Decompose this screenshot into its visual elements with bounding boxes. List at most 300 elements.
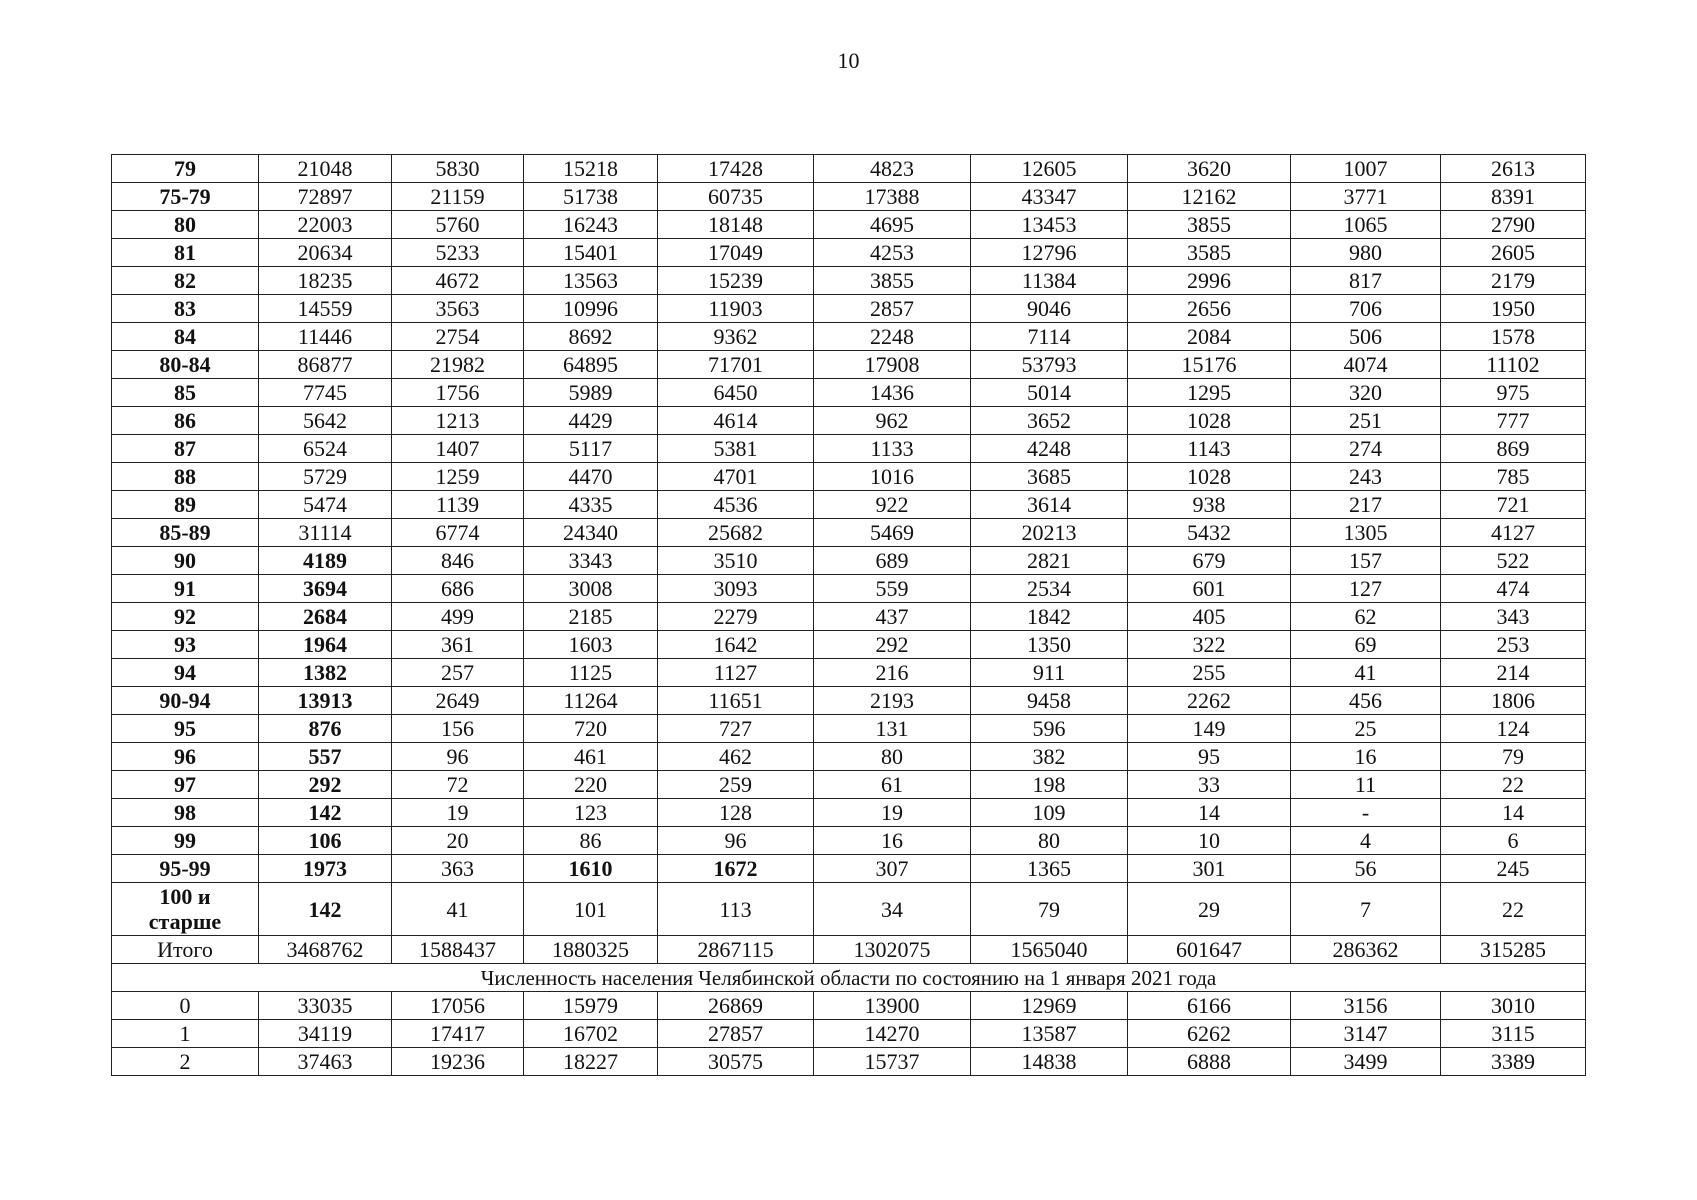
age-cell: 90 <box>112 547 259 575</box>
value-cell: 8391 <box>1441 183 1586 211</box>
value-cell: 96 <box>392 743 524 771</box>
value-cell: 6166 <box>1128 992 1291 1020</box>
value-cell: 361 <box>392 631 524 659</box>
table-row <box>112 743 1586 771</box>
value-cell: 17428 <box>658 155 814 183</box>
value-cell: 3563 <box>392 295 524 323</box>
value-cell: 17049 <box>658 239 814 267</box>
table-row <box>112 155 1586 183</box>
value-cell: 3468762 <box>259 936 392 964</box>
value-cell: 2649 <box>392 687 524 715</box>
value-cell: 1603 <box>524 631 658 659</box>
value-cell: 2534 <box>971 575 1128 603</box>
table-row <box>112 992 1586 1020</box>
value-cell: 245 <box>1441 855 1586 883</box>
value-cell: 1973 <box>259 855 392 883</box>
age-cell: 90-94 <box>112 687 259 715</box>
value-cell: 253 <box>1441 631 1586 659</box>
table-row <box>112 631 1586 659</box>
value-cell: 3093 <box>658 575 814 603</box>
value-cell: 405 <box>1128 603 1291 631</box>
value-cell: 2193 <box>814 687 971 715</box>
value-cell: 9046 <box>971 295 1128 323</box>
value-cell: 6524 <box>259 435 392 463</box>
value-cell: 2996 <box>1128 267 1291 295</box>
value-cell: 20634 <box>259 239 392 267</box>
value-cell: 1578 <box>1441 323 1586 351</box>
value-cell: 1565040 <box>971 936 1128 964</box>
age-cell: 99 <box>112 827 259 855</box>
age-cell: 79 <box>112 155 259 183</box>
value-cell: 1407 <box>392 435 524 463</box>
age-cell: 94 <box>112 659 259 687</box>
value-cell: 3115 <box>1441 1020 1586 1048</box>
value-cell: 3389 <box>1441 1048 1586 1076</box>
value-cell: 10 <box>1128 827 1291 855</box>
table-row <box>112 687 1586 715</box>
value-cell: 11102 <box>1441 351 1586 379</box>
value-cell: 3855 <box>814 267 971 295</box>
value-cell: 1007 <box>1291 155 1441 183</box>
value-cell: 214 <box>1441 659 1586 687</box>
value-cell: 17388 <box>814 183 971 211</box>
value-cell: 2185 <box>524 603 658 631</box>
table-row <box>112 883 1586 936</box>
value-cell: 2684 <box>259 603 392 631</box>
age-cell: 81 <box>112 239 259 267</box>
value-cell: 15401 <box>524 239 658 267</box>
value-cell: 33 <box>1128 771 1291 799</box>
value-cell: 6262 <box>1128 1020 1291 1048</box>
value-cell: 320 <box>1291 379 1441 407</box>
value-cell: 79 <box>1441 743 1586 771</box>
value-cell: 557 <box>259 743 392 771</box>
value-cell: 7745 <box>259 379 392 407</box>
value-cell: 16 <box>814 827 971 855</box>
value-cell: 53793 <box>971 351 1128 379</box>
value-cell: 34 <box>814 883 971 936</box>
value-cell: 216 <box>814 659 971 687</box>
value-cell: 720 <box>524 715 658 743</box>
value-cell: 1305 <box>1291 519 1441 547</box>
age-cell: 82 <box>112 267 259 295</box>
value-cell: 1028 <box>1128 407 1291 435</box>
age-cell: 75-79 <box>112 183 259 211</box>
value-cell: 3652 <box>971 407 1128 435</box>
age-cell: 80 <box>112 211 259 239</box>
value-cell: 911 <box>971 659 1128 687</box>
value-cell: 10996 <box>524 295 658 323</box>
value-cell: 3147 <box>1291 1020 1441 1048</box>
table-row <box>112 659 1586 687</box>
value-cell: 20213 <box>971 519 1128 547</box>
value-cell: 31114 <box>259 519 392 547</box>
value-cell: 127 <box>1291 575 1441 603</box>
age-cell: 88 <box>112 463 259 491</box>
value-cell: 6888 <box>1128 1048 1291 1076</box>
value-cell: 251 <box>1291 407 1441 435</box>
value-cell: 727 <box>658 715 814 743</box>
value-cell: 198 <box>971 771 1128 799</box>
value-cell: 1642 <box>658 631 814 659</box>
value-cell: 1365 <box>971 855 1128 883</box>
value-cell: 259 <box>658 771 814 799</box>
value-cell: 686 <box>392 575 524 603</box>
value-cell: 7 <box>1291 883 1441 936</box>
value-cell: 123 <box>524 799 658 827</box>
section-header-row <box>112 964 1586 992</box>
value-cell: 343 <box>1441 603 1586 631</box>
value-cell: 4127 <box>1441 519 1586 547</box>
value-cell: 14838 <box>971 1048 1128 1076</box>
value-cell: 4823 <box>814 155 971 183</box>
value-cell: 4695 <box>814 211 971 239</box>
value-cell: 18227 <box>524 1048 658 1076</box>
value-cell: 3156 <box>1291 992 1441 1020</box>
value-cell: 64895 <box>524 351 658 379</box>
value-cell: 1806 <box>1441 687 1586 715</box>
value-cell: 980 <box>1291 239 1441 267</box>
value-cell: 2084 <box>1128 323 1291 351</box>
value-cell: 4335 <box>524 491 658 519</box>
value-cell: 474 <box>1441 575 1586 603</box>
value-cell: 817 <box>1291 267 1441 295</box>
value-cell: 2656 <box>1128 295 1291 323</box>
value-cell: 1133 <box>814 435 971 463</box>
value-cell: 286362 <box>1291 936 1441 964</box>
value-cell: 5432 <box>1128 519 1291 547</box>
value-cell: 292 <box>814 631 971 659</box>
value-cell: 72 <box>392 771 524 799</box>
value-cell: 869 <box>1441 435 1586 463</box>
value-cell: 2248 <box>814 323 971 351</box>
value-cell: 596 <box>971 715 1128 743</box>
value-cell: 5989 <box>524 379 658 407</box>
table-row <box>112 295 1586 323</box>
value-cell: 1065 <box>1291 211 1441 239</box>
value-cell: 522 <box>1441 547 1586 575</box>
value-cell: 4470 <box>524 463 658 491</box>
value-cell: 601647 <box>1128 936 1291 964</box>
value-cell: 2867115 <box>658 936 814 964</box>
value-cell: 1127 <box>658 659 814 687</box>
age-cell: 86 <box>112 407 259 435</box>
value-cell: 22 <box>1441 771 1586 799</box>
value-cell: 11264 <box>524 687 658 715</box>
value-cell: 19236 <box>392 1048 524 1076</box>
value-cell: 18235 <box>259 267 392 295</box>
value-cell: 9362 <box>658 323 814 351</box>
value-cell: 220 <box>524 771 658 799</box>
table-row <box>112 183 1586 211</box>
value-cell: 5381 <box>658 435 814 463</box>
value-cell: 846 <box>392 547 524 575</box>
value-cell: 71701 <box>658 351 814 379</box>
value-cell: 15239 <box>658 267 814 295</box>
value-cell: 217 <box>1291 491 1441 519</box>
value-cell: 3855 <box>1128 211 1291 239</box>
value-cell: 5014 <box>971 379 1128 407</box>
page-number: 10 <box>837 48 860 73</box>
value-cell: 4 <box>1291 827 1441 855</box>
age-cell: 91 <box>112 575 259 603</box>
value-cell: 21982 <box>392 351 524 379</box>
value-cell: 922 <box>814 491 971 519</box>
value-cell: 128 <box>658 799 814 827</box>
value-cell: 16702 <box>524 1020 658 1048</box>
value-cell: 706 <box>1291 295 1441 323</box>
table-row <box>112 267 1586 295</box>
table-row <box>112 351 1586 379</box>
value-cell: 1382 <box>259 659 392 687</box>
value-cell: 322 <box>1128 631 1291 659</box>
value-cell: 21159 <box>392 183 524 211</box>
value-cell: 37463 <box>259 1048 392 1076</box>
value-cell: 1436 <box>814 379 971 407</box>
value-cell: 315285 <box>1441 936 1586 964</box>
value-cell: 4614 <box>658 407 814 435</box>
value-cell: 106 <box>259 827 392 855</box>
value-cell: 109 <box>971 799 1128 827</box>
value-cell: 1588437 <box>392 936 524 964</box>
value-cell: 61 <box>814 771 971 799</box>
value-cell: 142 <box>259 883 392 936</box>
value-cell: 6450 <box>658 379 814 407</box>
value-cell: 785 <box>1441 463 1586 491</box>
value-cell: 1028 <box>1128 463 1291 491</box>
value-cell: 2857 <box>814 295 971 323</box>
value-cell: 1672 <box>658 855 814 883</box>
value-cell: 56 <box>1291 855 1441 883</box>
value-cell: 4248 <box>971 435 1128 463</box>
value-cell: 6 <box>1441 827 1586 855</box>
value-cell: 1139 <box>392 491 524 519</box>
value-cell: 12162 <box>1128 183 1291 211</box>
value-cell: 5233 <box>392 239 524 267</box>
value-cell: 2179 <box>1441 267 1586 295</box>
value-cell: 13913 <box>259 687 392 715</box>
value-cell: 26869 <box>658 992 814 1020</box>
value-cell: 601 <box>1128 575 1291 603</box>
value-cell: 1842 <box>971 603 1128 631</box>
value-cell: 96 <box>658 827 814 855</box>
value-cell: 27857 <box>658 1020 814 1048</box>
value-cell: 12969 <box>971 992 1128 1020</box>
value-cell: 3614 <box>971 491 1128 519</box>
value-cell: 777 <box>1441 407 1586 435</box>
value-cell: 1143 <box>1128 435 1291 463</box>
value-cell: 559 <box>814 575 971 603</box>
age-cell: 87 <box>112 435 259 463</box>
value-cell: 124 <box>1441 715 1586 743</box>
value-cell: 11651 <box>658 687 814 715</box>
value-cell: 382 <box>971 743 1128 771</box>
table-row <box>112 463 1586 491</box>
value-cell: 16 <box>1291 743 1441 771</box>
value-cell: 7114 <box>971 323 1128 351</box>
value-cell: 2279 <box>658 603 814 631</box>
value-cell: 16243 <box>524 211 658 239</box>
table-row <box>112 603 1586 631</box>
value-cell: 18148 <box>658 211 814 239</box>
value-cell: 29 <box>1128 883 1291 936</box>
value-cell: 1213 <box>392 407 524 435</box>
value-cell: 3008 <box>524 575 658 603</box>
value-cell: 689 <box>814 547 971 575</box>
value-cell: 437 <box>814 603 971 631</box>
value-cell: 5830 <box>392 155 524 183</box>
section-header-body <box>112 964 1586 992</box>
value-cell: 2262 <box>1128 687 1291 715</box>
value-cell: 15218 <box>524 155 658 183</box>
value-cell: 51738 <box>524 183 658 211</box>
value-cell: 41 <box>392 883 524 936</box>
value-cell: 8692 <box>524 323 658 351</box>
age-cell: 97 <box>112 771 259 799</box>
value-cell: 4672 <box>392 267 524 295</box>
value-cell: 14 <box>1128 799 1291 827</box>
value-cell: 15176 <box>1128 351 1291 379</box>
value-cell: 3694 <box>259 575 392 603</box>
value-cell: 1950 <box>1441 295 1586 323</box>
value-cell: 2790 <box>1441 211 1586 239</box>
table-row <box>112 547 1586 575</box>
table-row <box>112 575 1586 603</box>
value-cell: 24340 <box>524 519 658 547</box>
age-cell: 1 <box>112 1020 259 1048</box>
table-row <box>112 1020 1586 1048</box>
table-row <box>112 435 1586 463</box>
value-cell: 15737 <box>814 1048 971 1076</box>
value-cell: 11903 <box>658 295 814 323</box>
value-cell: 1295 <box>1128 379 1291 407</box>
value-cell: 13453 <box>971 211 1128 239</box>
value-cell: 301 <box>1128 855 1291 883</box>
value-cell: 86877 <box>259 351 392 379</box>
value-cell: 80 <box>814 743 971 771</box>
value-cell: 274 <box>1291 435 1441 463</box>
value-cell: 3685 <box>971 463 1128 491</box>
value-cell: 142 <box>259 799 392 827</box>
value-cell: 12796 <box>971 239 1128 267</box>
population-table-container <box>111 154 1585 1076</box>
value-cell: 13587 <box>971 1020 1128 1048</box>
value-cell: 243 <box>1291 463 1441 491</box>
value-cell: 12605 <box>971 155 1128 183</box>
value-cell: 3343 <box>524 547 658 575</box>
age-cell: 85-89 <box>112 519 259 547</box>
table-row <box>112 239 1586 267</box>
value-cell: 461 <box>524 743 658 771</box>
value-cell: 2605 <box>1441 239 1586 267</box>
value-cell: 1610 <box>524 855 658 883</box>
age-cell: Итого <box>112 936 259 964</box>
value-cell: 4074 <box>1291 351 1441 379</box>
value-cell: 19 <box>392 799 524 827</box>
value-cell: 69 <box>1291 631 1441 659</box>
value-cell: 257 <box>392 659 524 687</box>
value-cell: 3010 <box>1441 992 1586 1020</box>
value-cell: - <box>1291 799 1441 827</box>
value-cell: 13563 <box>524 267 658 295</box>
value-cell: 499 <box>392 603 524 631</box>
value-cell: 157 <box>1291 547 1441 575</box>
value-cell: 11446 <box>259 323 392 351</box>
value-cell: 25682 <box>658 519 814 547</box>
value-cell: 3499 <box>1291 1048 1441 1076</box>
value-cell: 33035 <box>259 992 392 1020</box>
age-cell: 95 <box>112 715 259 743</box>
value-cell: 3771 <box>1291 183 1441 211</box>
value-cell: 101 <box>524 883 658 936</box>
table-row <box>112 519 1586 547</box>
value-cell: 34119 <box>259 1020 392 1048</box>
value-cell: 255 <box>1128 659 1291 687</box>
table-row <box>112 771 1586 799</box>
age-cell: 95-99 <box>112 855 259 883</box>
age-cell: 89 <box>112 491 259 519</box>
value-cell: 1302075 <box>814 936 971 964</box>
section-title: Численность населения Челябинской области по состоянию на 1 января 2021 года <box>112 964 1586 992</box>
value-cell: 1964 <box>259 631 392 659</box>
value-cell: 149 <box>1128 715 1291 743</box>
value-cell: 1880325 <box>524 936 658 964</box>
table-row <box>112 855 1586 883</box>
value-cell: 22 <box>1441 883 1586 936</box>
value-cell: 876 <box>259 715 392 743</box>
value-cell: 5474 <box>259 491 392 519</box>
population-table <box>111 154 1586 1076</box>
age-cell: 0 <box>112 992 259 1020</box>
table-row <box>112 715 1586 743</box>
value-cell: 30575 <box>658 1048 814 1076</box>
value-cell: 721 <box>1441 491 1586 519</box>
value-cell: 975 <box>1441 379 1586 407</box>
value-cell: 3620 <box>1128 155 1291 183</box>
value-cell: 79 <box>971 883 1128 936</box>
table-row <box>112 379 1586 407</box>
age-cell: 100 и старше <box>112 883 259 936</box>
age-cell: 92 <box>112 603 259 631</box>
value-cell: 938 <box>1128 491 1291 519</box>
value-cell: 2754 <box>392 323 524 351</box>
value-cell: 1350 <box>971 631 1128 659</box>
value-cell: 11 <box>1291 771 1441 799</box>
value-cell: 292 <box>259 771 392 799</box>
value-cell: 4701 <box>658 463 814 491</box>
value-cell: 60735 <box>658 183 814 211</box>
value-cell: 14270 <box>814 1020 971 1048</box>
table-body-2020 <box>112 155 1586 964</box>
value-cell: 131 <box>814 715 971 743</box>
value-cell: 3585 <box>1128 239 1291 267</box>
value-cell: 13900 <box>814 992 971 1020</box>
age-cell: 83 <box>112 295 259 323</box>
value-cell: 1016 <box>814 463 971 491</box>
value-cell: 4189 <box>259 547 392 575</box>
age-cell: 98 <box>112 799 259 827</box>
age-cell: 96 <box>112 743 259 771</box>
value-cell: 5729 <box>259 463 392 491</box>
value-cell: 3510 <box>658 547 814 575</box>
value-cell: 5117 <box>524 435 658 463</box>
table-row <box>112 936 1586 964</box>
value-cell: 95 <box>1128 743 1291 771</box>
value-cell: 679 <box>1128 547 1291 575</box>
value-cell: 962 <box>814 407 971 435</box>
value-cell: 5642 <box>259 407 392 435</box>
table-row <box>112 491 1586 519</box>
